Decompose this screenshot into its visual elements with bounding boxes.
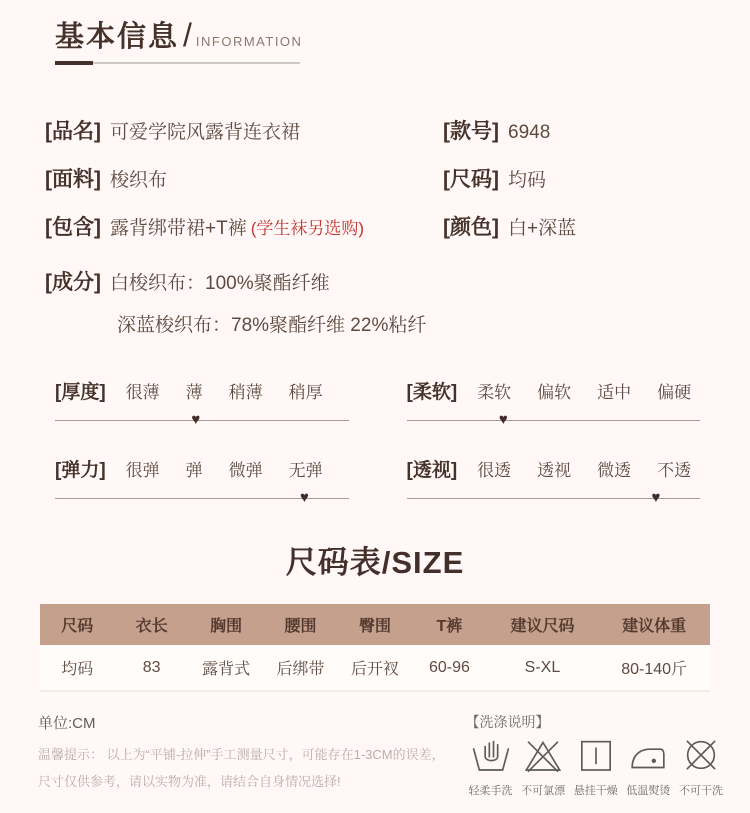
cell-length: 83 [114, 645, 188, 691]
info-row-product-name [45, 118, 443, 146]
scale-option: 薄 [185, 383, 203, 402]
care-item-no-dry-clean [676, 736, 726, 798]
scale-option: 偏硬 [657, 383, 692, 402]
info-row-includes [45, 214, 443, 242]
info-value: 6948 [508, 122, 551, 143]
cell-bust: 露背式 [189, 645, 263, 691]
info-row-style-number [443, 118, 703, 146]
col-header-suggested-weight: 建议体重 [598, 604, 710, 645]
col-header-waist: 腰围 [263, 604, 337, 645]
heart-marker-icon: ♥ [191, 411, 201, 428]
measurement-notes [38, 712, 466, 798]
col-header-tpants: T裤 [412, 604, 486, 645]
section-header [0, 0, 750, 64]
care-item-hang-dry [571, 736, 621, 798]
heart-marker-icon: ♥ [651, 489, 661, 506]
size-table-header-row [40, 604, 710, 645]
col-header-suggested-size: 建议尺码 [487, 604, 599, 645]
cell-tpants: 60-96 [412, 645, 486, 691]
info-row-size [443, 166, 703, 194]
scale-option: 偏软 [537, 383, 572, 402]
washing-instructions [466, 712, 726, 798]
care-label: 轻柔手洗 [468, 785, 513, 797]
scale-track [407, 411, 701, 428]
scale-option: 很透 [477, 461, 512, 480]
info-row-fabric [45, 166, 443, 194]
info-label: [包含] [45, 216, 101, 239]
scale-option: 适中 [597, 383, 632, 402]
info-label: [颜色] [443, 216, 499, 239]
scale-track [407, 489, 701, 506]
title-slash: / [183, 17, 192, 53]
composition-line2: 深蓝梭织布：78%聚酯纤维 22%粘纤 [117, 315, 427, 336]
scale-option: 无弹 [288, 461, 323, 480]
care-label: 低温熨烫 [626, 785, 671, 797]
scale-label: [厚度] [55, 382, 106, 403]
heart-marker-icon: ♥ [300, 489, 309, 506]
washing-instructions-title: 【洗涤说明】 [465, 714, 550, 730]
tip-line-1: 温馨提示： 以上为“平铺-拉伸”手工测量尺寸，可能存在1-3CM的误差， [38, 747, 445, 762]
no-bleach-icon [523, 761, 563, 778]
scale-option: 微透 [597, 461, 632, 480]
hang-dry-icon [576, 761, 616, 778]
cell-waist: 后绑带 [263, 645, 337, 691]
info-label: [成分] [45, 271, 101, 294]
scale-option: 稍厚 [288, 383, 323, 402]
table-row [40, 645, 710, 691]
page-subtitle: INFORMATION [195, 34, 303, 49]
care-item-hand-wash [466, 736, 516, 798]
scale-option: 微弹 [228, 461, 263, 480]
header-underline [55, 62, 300, 64]
cell-hip: 后开衩 [338, 645, 412, 691]
scale-label: [弹力] [55, 460, 106, 481]
scale-option: 透视 [537, 461, 572, 480]
care-item-no-bleach [518, 736, 568, 798]
scale-transparency [406, 455, 701, 506]
scale-option: 弹 [185, 461, 203, 480]
info-row-color [443, 214, 703, 242]
composition-block [45, 262, 750, 347]
col-header-bust: 胸围 [189, 604, 263, 645]
hand-wash-icon [471, 761, 511, 778]
col-header-hip: 臀围 [338, 604, 412, 645]
heart-marker-icon: ♥ [498, 411, 508, 428]
iron-low-temp-icon [628, 761, 668, 778]
unit-label: 单位:CM [38, 715, 96, 732]
care-label: 不可干洗 [678, 785, 723, 797]
basic-info-section [45, 118, 750, 347]
col-header-length: 衣长 [114, 604, 188, 645]
attribute-scales [55, 377, 700, 506]
scale-elasticity [55, 455, 349, 506]
info-label: [尺码] [443, 168, 499, 191]
info-label: [面料] [45, 168, 101, 191]
info-value: 梭织布 [110, 170, 168, 191]
no-dry-clean-icon [681, 761, 721, 778]
info-label: [款号] [443, 120, 499, 143]
scale-option: 很弹 [125, 461, 160, 480]
scale-option: 很薄 [125, 383, 160, 402]
scale-softness [406, 377, 701, 428]
info-value: 白+深蓝 [508, 218, 577, 239]
page-title: 基本信息 [55, 21, 180, 53]
info-value: 均码 [508, 170, 547, 191]
scale-thickness [55, 377, 349, 428]
scale-label: [透视] [406, 460, 458, 481]
scale-option: 不透 [657, 461, 692, 480]
info-value: 露背绑带裙+T裤 [110, 218, 247, 239]
composition-line1: 白梭织布：100%聚酯纤维 [110, 273, 330, 294]
info-value: 可爱学院风露背连衣裙 [110, 122, 301, 143]
scale-label: [柔软] [406, 382, 458, 403]
info-label: [品名] [45, 120, 101, 143]
col-header-size: 尺码 [40, 604, 114, 645]
care-item-iron-low [623, 736, 673, 798]
scale-track [55, 411, 349, 428]
scale-option: 稍薄 [228, 383, 263, 402]
care-label: 悬挂干燥 [573, 785, 618, 797]
cell-suggested-size: S-XL [487, 645, 599, 691]
tip-line-2: 尺寸仅供参考，请以实物为准，请结合自身情况选择! [38, 774, 341, 790]
size-table [40, 604, 710, 692]
optional-purchase-note: (学生袜另选购) [250, 219, 365, 238]
care-label: 不可氯漂 [521, 785, 566, 797]
scale-track [55, 489, 349, 506]
scale-option: 柔软 [477, 383, 512, 402]
size-section-title: 尺码表/SIZE [285, 545, 465, 580]
cell-size: 均码 [40, 645, 114, 691]
cell-suggested-weight: 80-140斤 [598, 645, 710, 691]
